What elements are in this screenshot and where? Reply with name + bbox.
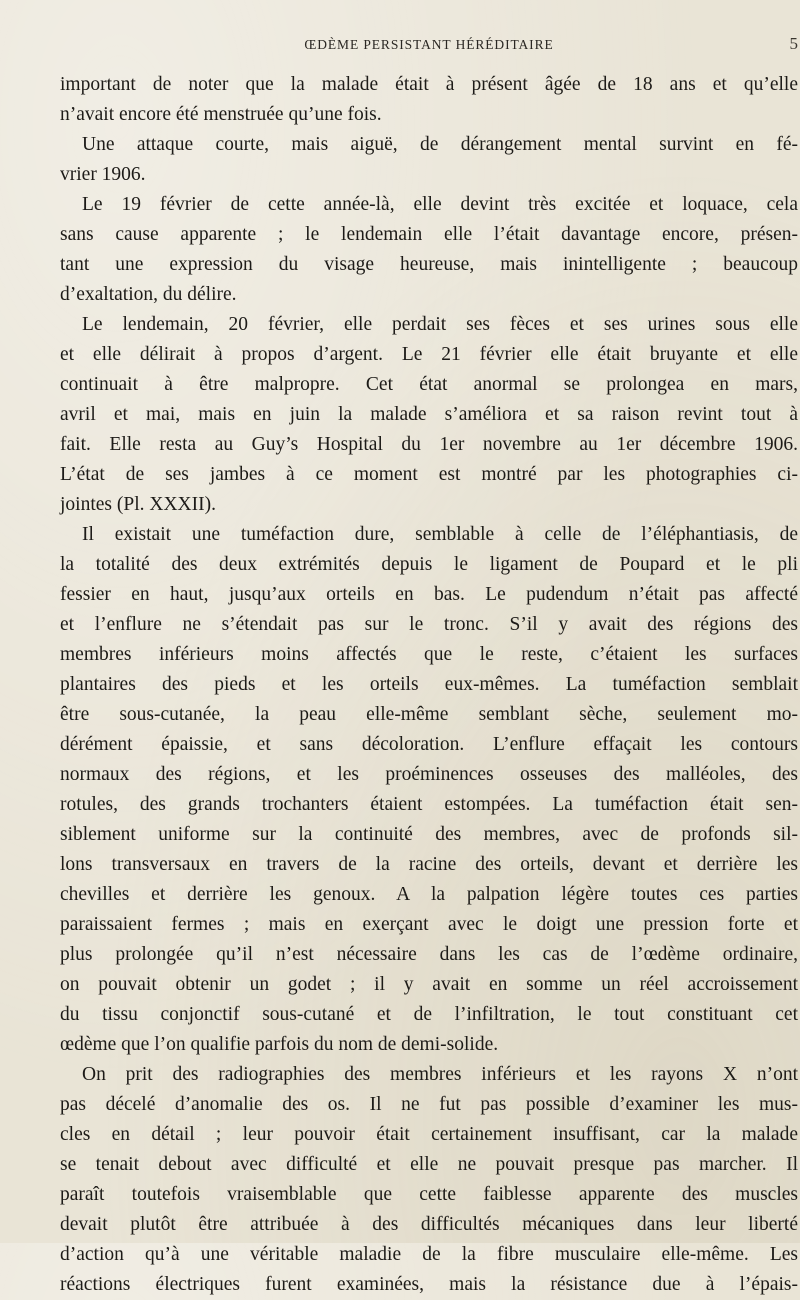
- text-line: paraît toutefois vraisemblable que cette faiblesse apparente des muscles: [60, 1184, 798, 1205]
- text-line: n’avait encore été menstruée qu’une fois.: [60, 104, 382, 125]
- text-line: continuait à être malpropre. Cet état anormal se prolongea en mars,: [60, 374, 798, 395]
- text-line: d’action qu’à une véritable maladie de la fibre musculaire elle-même. Les: [60, 1244, 798, 1265]
- text-line: Le 19 février de cette année-là, elle devint très excitée et loquace, cela: [82, 194, 798, 215]
- text-line: L’état de ses jambes à ce moment est montré par les photographies ci-: [60, 464, 798, 485]
- text-line: cles en détail ; leur pouvoir était certainement insuffisant, car la malade: [60, 1124, 798, 1145]
- text-line: réactions électriques furent examinées, mais la résistance due à l’épais-: [60, 1274, 798, 1295]
- text-line: se tenait debout avec difficulté et elle ne pouvait presque pas marcher. Il: [60, 1154, 798, 1175]
- text-line: d’exaltation, du délire.: [60, 284, 237, 305]
- text-line: jointes (Pl. XXXII).: [60, 494, 216, 515]
- text-line: Il existait une tuméfaction dure, semblable à celle de l’éléphantiasis, de: [82, 524, 798, 545]
- text-line: et elle délirait à propos d’argent. Le 21 février elle était bruyante et elle: [60, 344, 798, 365]
- page-number: 5: [789, 34, 798, 53]
- text-line: membres inférieurs moins affectés que le reste, c’étaient les surfaces: [60, 644, 798, 665]
- text-line: normaux des régions, et les proéminences osseuses des malléoles, des: [60, 764, 798, 785]
- text-line: Le lendemain, 20 février, elle perdait ses fèces et ses urines sous elle: [82, 314, 798, 335]
- text-line: et l’enflure ne s’étendait pas sur le tronc. S’il y avait des régions des: [60, 614, 798, 635]
- text-line: la totalité des deux extrémités depuis le ligament de Poupard et le pli: [60, 554, 798, 575]
- text-line: être sous-cutanée, la peau elle-même semblant sèche, seulement mo-: [60, 704, 798, 725]
- body-text: [60, 70, 798, 1300]
- text-line: avril et mai, mais en juin la malade s’améliora et sa raison revint tout à: [60, 404, 798, 425]
- text-line: tant une expression du visage heureuse, mais inintelligente ; beaucoup: [60, 254, 798, 275]
- text-line: paraissaient fermes ; mais en exerçant avec le doigt une pression forte et: [60, 914, 798, 935]
- text-line: vrier 1906.: [60, 164, 146, 185]
- text-line: on pouvait obtenir un godet ; il y avait en somme un réel accroissement: [60, 974, 798, 995]
- text-line: fait. Elle resta au Guy’s Hospital du 1er novembre au 1er décembre 1906.: [60, 434, 798, 455]
- text-line: lons transversaux en travers de la racine des orteils, devant et derrière les: [60, 854, 798, 875]
- text-line: chevilles et derrière les genoux. A la palpation légère toutes ces parties: [60, 884, 798, 905]
- text-line: rotules, des grands trochanters étaient estompées. La tuméfaction était sen-: [60, 794, 798, 815]
- text-line: sans cause apparente ; le lendemain elle l’était davantage encore, présen-: [60, 224, 798, 245]
- text-line: fessier en haut, jusqu’aux orteils en bas. Le pudendum n’était pas affecté: [60, 584, 798, 605]
- text-line: dérément épaissie, et sans décoloration. L’enflure effaçait les contours: [60, 734, 798, 755]
- running-title: ŒDÈME PERSISTANT HÉRÉDITAIRE: [304, 37, 554, 52]
- text-line: On prit des radiographies des membres inférieurs et les rayons X n’ont: [82, 1064, 798, 1085]
- text-line: plus prolongée qu’il n’est nécessaire dans les cas de l’œdème ordinaire,: [60, 944, 798, 965]
- text-line: plantaires des pieds et les orteils eux-mêmes. La tuméfaction semblait: [60, 674, 798, 695]
- text-line: pas décelé d’anomalie des os. Il ne fut pas possible d’examiner les mus-: [60, 1094, 798, 1115]
- text-line: Une attaque courte, mais aiguë, de dérangement mental survint en fé-: [82, 134, 798, 155]
- page-header: [60, 34, 798, 58]
- text-line: siblement uniforme sur la continuité des membres, avec de profonds sil-: [60, 824, 798, 845]
- text-line: du tissu conjonctif sous-cutané et de l’infiltration, le tout constituant cet: [60, 1004, 798, 1025]
- text-line: important de noter que la malade était à présent âgée de 18 ans et qu’elle: [60, 74, 798, 95]
- text-line: devait plutôt être attribuée à des difficultés mécaniques dans leur liberté: [60, 1214, 798, 1235]
- text-line: œdème que l’on qualifie parfois du nom de demi-solide.: [60, 1034, 499, 1055]
